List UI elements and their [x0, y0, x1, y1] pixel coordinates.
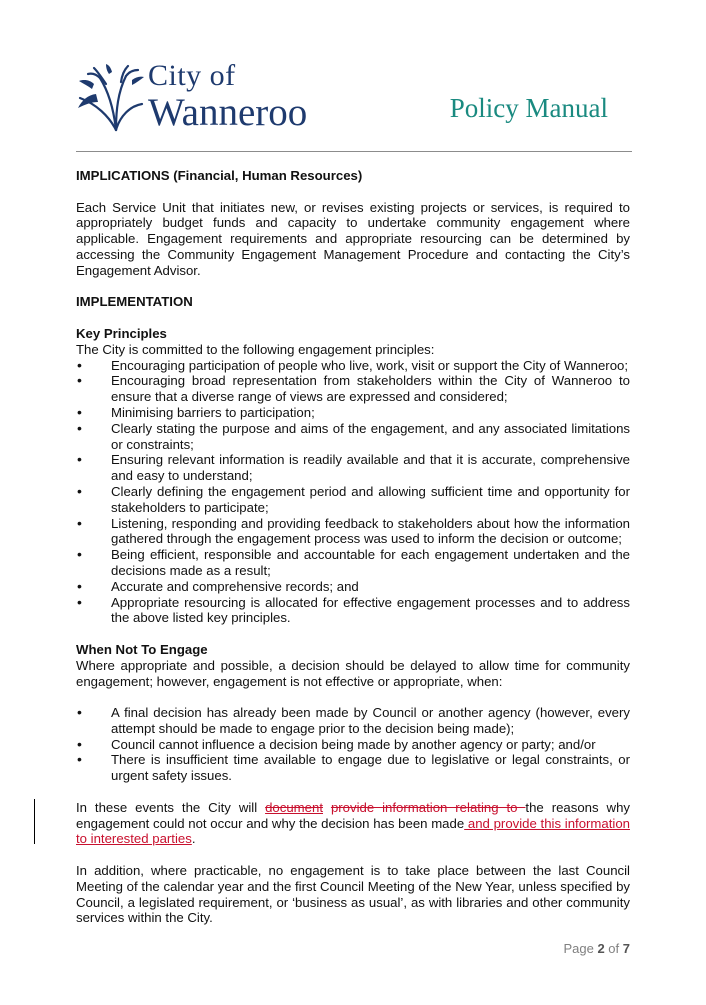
events-text-middle: the reasons why engagement could not occur and why the decision has been made [76, 799, 630, 831]
list-item: • Appropriate resourcing is allocated for effective engagement processes and to address the above listed key principles. [76, 595, 630, 627]
wanneroo-logo-icon [76, 64, 146, 134]
list-item: • There is insufficient time available to engage due to legislative or legal constraints, or urgent safety issues. [76, 752, 630, 784]
when-not-to-engage-list [76, 705, 630, 784]
events-text-end: . [191, 831, 196, 847]
logo-wanneroo-text: Wanneroo [148, 91, 308, 134]
page-total: 7 [622, 941, 630, 956]
implications-heading: IMPLICATIONS (Financial, Human Resources) [76, 168, 363, 183]
key-principles-heading: Key Principles [76, 325, 167, 341]
list-item: • Council cannot influence a decision being made by another agency or party; and/or [76, 737, 630, 753]
list-item: • Clearly defining the engagement period and allowing sufficient time and opportunity for stakeholders to participate; [76, 484, 630, 516]
page-label: Page [563, 941, 594, 956]
when-not-to-engage-intro: Where appropriate and possible, a decision should be delayed to allow time for community engagement; however, engagement is not effective or appropriate, when: [76, 657, 630, 689]
events-paragraph [76, 800, 630, 847]
page-of-label: of [608, 941, 620, 956]
list-item: • Being efficient, responsible and accountable for each engagement undertaken and the decisions made as a result; [76, 547, 630, 579]
page-current: 2 [597, 941, 605, 956]
implications-paragraph: Each Service Unit that initiates new, or revises existing projects or services, is required to appropriately budget funds and capacity to undertake community engagement where applicable. Engagement requirements and appropriate resourcing can be determined by accessing the Community Engagement Management Procedure and contacting the City’s Engagement Advisor. [76, 199, 630, 278]
header-divider [76, 151, 632, 152]
list-item: • Ensuring relevant information is readily available and that it is accurate, comprehensive and easy to understand; [76, 452, 630, 484]
revision-change-bar [34, 799, 35, 844]
events-text-start: In these events the City will [76, 799, 266, 815]
implementation-heading: IMPLEMENTATION [76, 294, 193, 310]
list-item: • Minimising barriers to participation; [76, 405, 630, 421]
logo-city-text: City of [148, 59, 236, 92]
key-principles-list [76, 358, 630, 627]
deleted-text: document [265, 799, 323, 815]
list-item: • Encouraging broad representation from stakeholders within the City of Wanneroo to ensure that a diverse range of views are expressed and considered; [76, 373, 630, 405]
events-space [323, 800, 331, 815]
list-item: • Clearly stating the purpose and aims of the engagement, and any associated limitations or constraints; [76, 421, 630, 453]
list-item: • Accurate and comprehensive records; and [76, 579, 630, 595]
page-number [563, 941, 630, 956]
inserted-text: and provide this information to interested parties [76, 815, 630, 847]
when-not-to-engage-heading: When Not To Engage [76, 641, 208, 657]
list-item: • A final decision has already been made by Council or another agency (however, every attempt should be made to engage prior to the decision being made); [76, 705, 630, 737]
page-header [0, 0, 706, 155]
list-item: • Encouraging participation of people who live, work, visit or support the City of Wanneroo; [76, 358, 630, 374]
document-body [76, 168, 630, 926]
key-principles-intro: The City is committed to the following engagement principles: [76, 341, 435, 357]
addition-paragraph: In addition, where practicable, no engagement is to take place between the last Council Meeting of the calendar year and the first Council Meeting of the New Year, unless specified by Council, a legislated requirement, or ‘business as usual’, as with libraries and other community services within the City. [76, 863, 630, 926]
deleted-text: provide information relating to [330, 799, 526, 815]
list-item: • Listening, responding and providing feedback to stakeholders about how the information gathered through the engagement process was used to inform the decision or outcome; [76, 516, 630, 548]
policy-manual-title: Policy Manual [449, 93, 608, 123]
